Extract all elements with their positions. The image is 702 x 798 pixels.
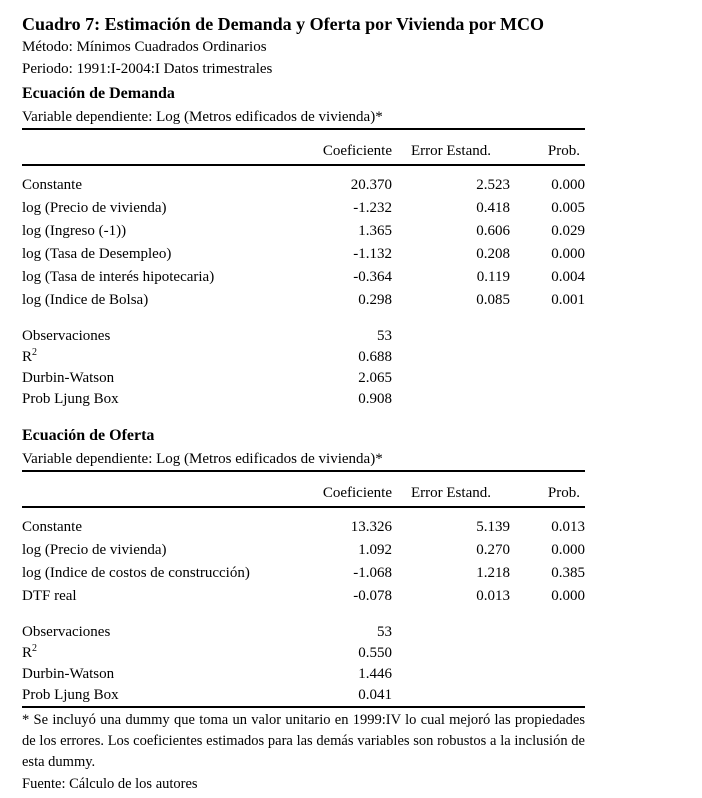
- supply-dependent-variable: Variable dependiente: Log (Metros edificados de vivienda)*: [22, 451, 383, 467]
- stat-row: [22, 664, 585, 685]
- prob-value: 0.000: [551, 588, 585, 604]
- stat-value: 0.688: [358, 349, 392, 365]
- supply-table-header: [22, 472, 585, 506]
- row-label: log (Tasa de Desempleo): [22, 246, 172, 262]
- stderror-value: 5.139: [476, 519, 510, 535]
- table-row: [22, 539, 585, 562]
- table-title: Cuadro 7: Estimación de Demanda y Oferta por Vivienda por MCO: [22, 14, 545, 34]
- coefficient-value: -0.364: [353, 269, 392, 285]
- stat-row: [22, 347, 585, 368]
- prob-value: 0.005: [551, 200, 585, 216]
- stat-label: Prob Ljung Box: [22, 687, 119, 703]
- prob-value: 0.000: [551, 542, 585, 558]
- table-row: [22, 562, 585, 585]
- header-spacer: [22, 484, 272, 502]
- stat-row: [22, 643, 585, 664]
- demand-table-header: [22, 130, 585, 164]
- stderror-value: 0.085: [476, 292, 510, 308]
- stat-row: [22, 326, 585, 347]
- coefficient-value: 1.365: [358, 223, 392, 239]
- stderror-value: 0.119: [476, 269, 510, 285]
- row-label: log (Tasa de interés hipotecaria): [22, 269, 215, 285]
- demand-dependent-variable: Variable dependiente: Log (Metros edificados de vivienda)*: [22, 109, 383, 125]
- coefficient-value: 0.298: [358, 292, 392, 308]
- demand-section-heading: Ecuación de Demanda: [22, 85, 175, 102]
- prob-value: 0.004: [551, 269, 585, 285]
- table-row: [22, 585, 585, 608]
- coefficient-value: 20.370: [350, 177, 392, 193]
- stderror-value: 0.208: [476, 246, 510, 262]
- stat-row: [22, 368, 585, 389]
- stat-value: 0.550: [358, 645, 392, 661]
- header-prob: Prob.: [547, 485, 580, 501]
- prob-value: 0.029: [551, 223, 585, 239]
- stderror-value: 2.523: [476, 177, 510, 193]
- method-line: Método: Mínimos Cuadrados Ordinarios: [22, 39, 267, 55]
- table-row: [22, 243, 585, 266]
- prob-value: 0.000: [551, 246, 585, 262]
- header-std-error: Error Estand.: [411, 143, 491, 159]
- stat-label: Observaciones: [22, 624, 111, 640]
- source-line: Fuente: Cálculo de los autores: [22, 776, 198, 792]
- prob-value: 0.001: [551, 292, 585, 308]
- stat-row: [22, 389, 585, 410]
- table-row: [22, 220, 585, 243]
- header-coefficient: Coeficiente: [322, 143, 392, 159]
- row-label: log (Ingreso (-1)): [22, 223, 127, 239]
- demand-table-body: [22, 166, 585, 312]
- row-label: log (Indice de Bolsa): [22, 292, 149, 308]
- table-row: [22, 197, 585, 220]
- row-label: log (Indice de costos de construcción): [22, 565, 250, 581]
- period-line: Periodo: 1991:I-2004:I Datos trimestrales: [22, 61, 273, 77]
- stat-label: Observaciones: [22, 328, 111, 344]
- coefficient-value: -1.132: [353, 246, 392, 262]
- header-prob: Prob.: [547, 143, 580, 159]
- table-footnote: * Se incluyó una dummy que toma un valor unitario en 1999:IV lo cual mejoró las propiedades de los errores. Los coeficientes estimados para las demás variables son robustos a la inclusión de esta dummy.: [22, 712, 585, 770]
- supply-section-heading: Ecuación de Oferta: [22, 427, 155, 444]
- header-coefficient: Coeficiente: [322, 485, 392, 501]
- row-label: log (Precio de vivienda): [22, 200, 167, 216]
- row-label: DTF real: [22, 588, 77, 604]
- row-label: log (Precio de vivienda): [22, 542, 167, 558]
- coefficient-value: -0.078: [353, 588, 392, 604]
- stderror-value: 0.606: [476, 223, 510, 239]
- prob-value: 0.000: [551, 177, 585, 193]
- demand-stats-block: [22, 326, 585, 410]
- table-row: [22, 289, 585, 312]
- table-row: [22, 266, 585, 289]
- header-spacer: [22, 142, 272, 160]
- rule-table-bottom: [22, 706, 585, 708]
- stat-row: [22, 622, 585, 643]
- table-row: [22, 174, 585, 197]
- coefficient-value: 1.092: [358, 542, 392, 558]
- stat-label: Prob Ljung Box: [22, 391, 119, 407]
- supply-table-body: [22, 508, 585, 608]
- stat-value: 53: [377, 328, 392, 344]
- header-std-error: Error Estand.: [411, 485, 491, 501]
- stderror-value: 0.013: [476, 588, 510, 604]
- stderror-value: 0.418: [476, 200, 510, 216]
- row-label: Constante: [22, 519, 82, 535]
- stat-label: Durbin-Watson: [22, 370, 115, 386]
- stat-value: 2.065: [358, 370, 392, 386]
- coefficient-value: 13.326: [350, 519, 392, 535]
- stat-row: [22, 685, 585, 706]
- coefficient-value: -1.232: [353, 200, 392, 216]
- prob-value: 0.013: [551, 519, 585, 535]
- stat-value: 53: [377, 624, 392, 640]
- stat-label: $R^2$: [22, 643, 38, 661]
- supply-stats-block: [22, 622, 585, 706]
- stderror-value: 0.270: [476, 542, 510, 558]
- table-row: [22, 516, 585, 539]
- prob-value: 0.385: [551, 565, 585, 581]
- stderror-value: 1.218: [476, 565, 510, 581]
- coefficient-value: -1.068: [353, 565, 392, 581]
- stat-value: 0.908: [358, 391, 392, 407]
- stat-label: Durbin-Watson: [22, 666, 115, 682]
- stat-value: 0.041: [358, 687, 392, 703]
- row-label: Constante: [22, 177, 82, 193]
- stat-label: $R^2$: [22, 347, 38, 365]
- stat-value: 1.446: [358, 666, 392, 682]
